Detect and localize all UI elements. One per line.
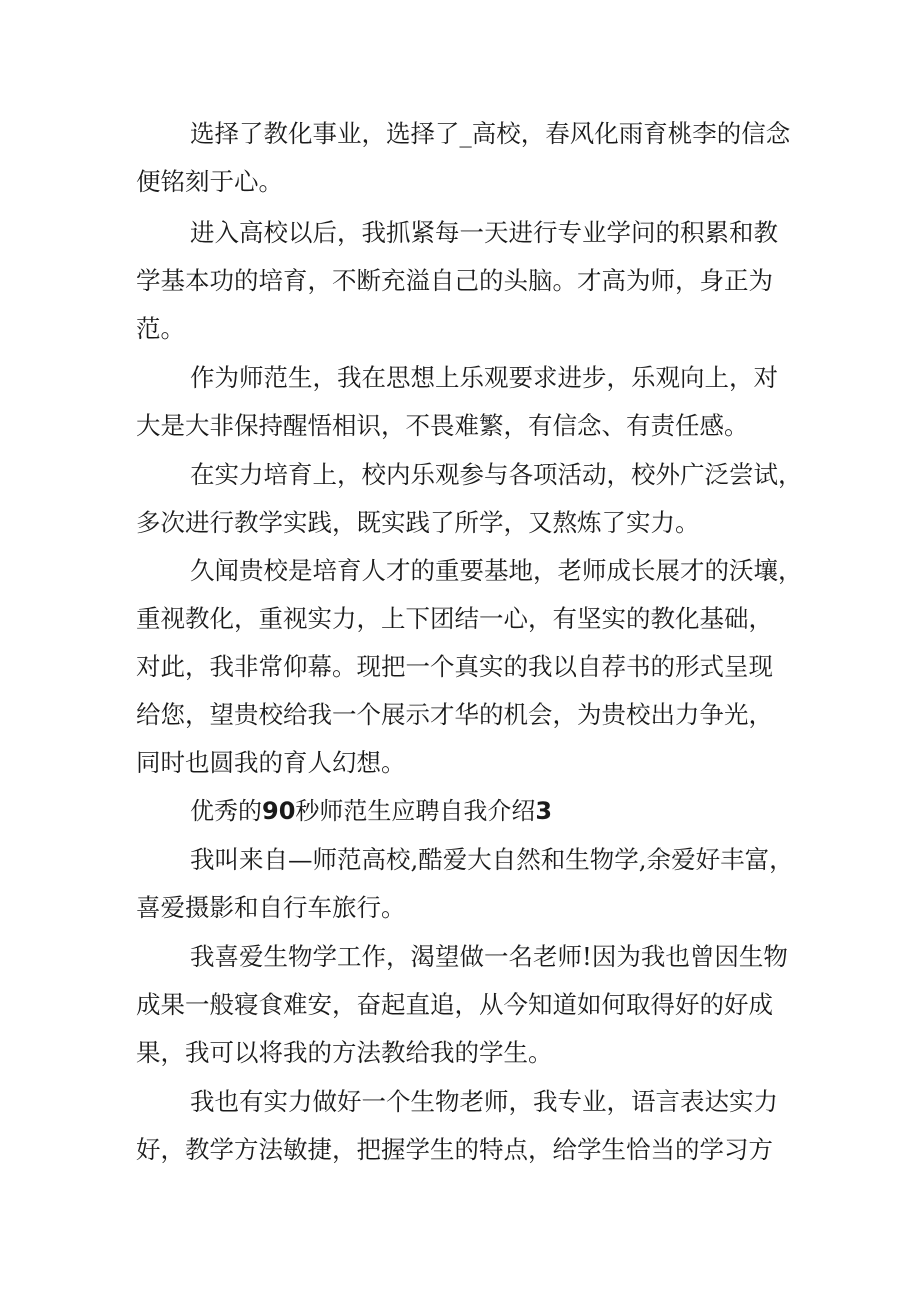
text-line: 学基本功的培育，不断充溢自己的头脑。才高为师，身正为 xyxy=(136,266,773,295)
text-line: 重视教化，重视实力，上下团结一心，有坚实的教化基础， xyxy=(136,604,773,633)
heading-prefix: 优秀的 xyxy=(190,797,262,825)
text-line: 在实力培育上，校内乐观参与各项活动，校外广泛尝试， xyxy=(190,460,803,489)
heading-index: 3 xyxy=(535,797,553,825)
text-line: 进入高校以后，我抓紧每一天进行专业学问的积累和教 xyxy=(190,218,778,247)
text-line: 我叫来自—师范高校,酷爱大自然和生物学,余爱好丰富， xyxy=(190,845,794,874)
section-heading xyxy=(190,795,552,827)
text-line: 我喜爱生物学工作，渴望做一名老师!因为我也曾因生物 xyxy=(190,942,788,971)
text-line: 果，我可以将我的方法教给我的学生。 xyxy=(136,1038,553,1067)
text-line: 对此，我非常仰幕。现把一个真实的我以自荐书的形式呈现 xyxy=(136,652,773,681)
text-line: 久闻贵校是培育人才的重要基地，老师成长展才的沃壤， xyxy=(190,556,803,585)
text-line: 成果一般寝食难安，奋起直追，从今知道如何取得好的好成 xyxy=(136,990,773,1019)
text-line: 选择了教化事业，选择了_高校，春风化雨育桃李的信念 xyxy=(190,119,791,148)
text-line: 多次进行教学实践，既实践了所学，又熬炼了实力。 xyxy=(136,508,700,537)
text-line: 给您，望贵校给我一个展示才华的机会，为贵校出力争光， xyxy=(136,700,773,729)
text-line: 范。 xyxy=(136,314,185,343)
text-line: 便铭刻于心。 xyxy=(136,167,283,196)
text-line: 作为师范生，我在思想上乐观要求进步，乐观向上，对 xyxy=(190,363,778,392)
text-line: 同时也圆我的育人幻想。 xyxy=(136,748,406,777)
heading-middle: 秒师范生应聘自我介绍 xyxy=(295,797,536,825)
text-line: 大是大非保持醒悟相识，不畏难繁，有信念、有责任感。 xyxy=(136,411,749,440)
heading-number: 90 xyxy=(262,797,296,825)
text-line: 我也有实力做好一个生物老师，我专业，语言表达实力 xyxy=(190,1087,778,1116)
text-line: 喜爱摄影和自行车旅行。 xyxy=(136,893,406,922)
text-line: 好，教学方法敏捷，把握学生的特点，给学生恰当的学习方 xyxy=(136,1135,773,1164)
